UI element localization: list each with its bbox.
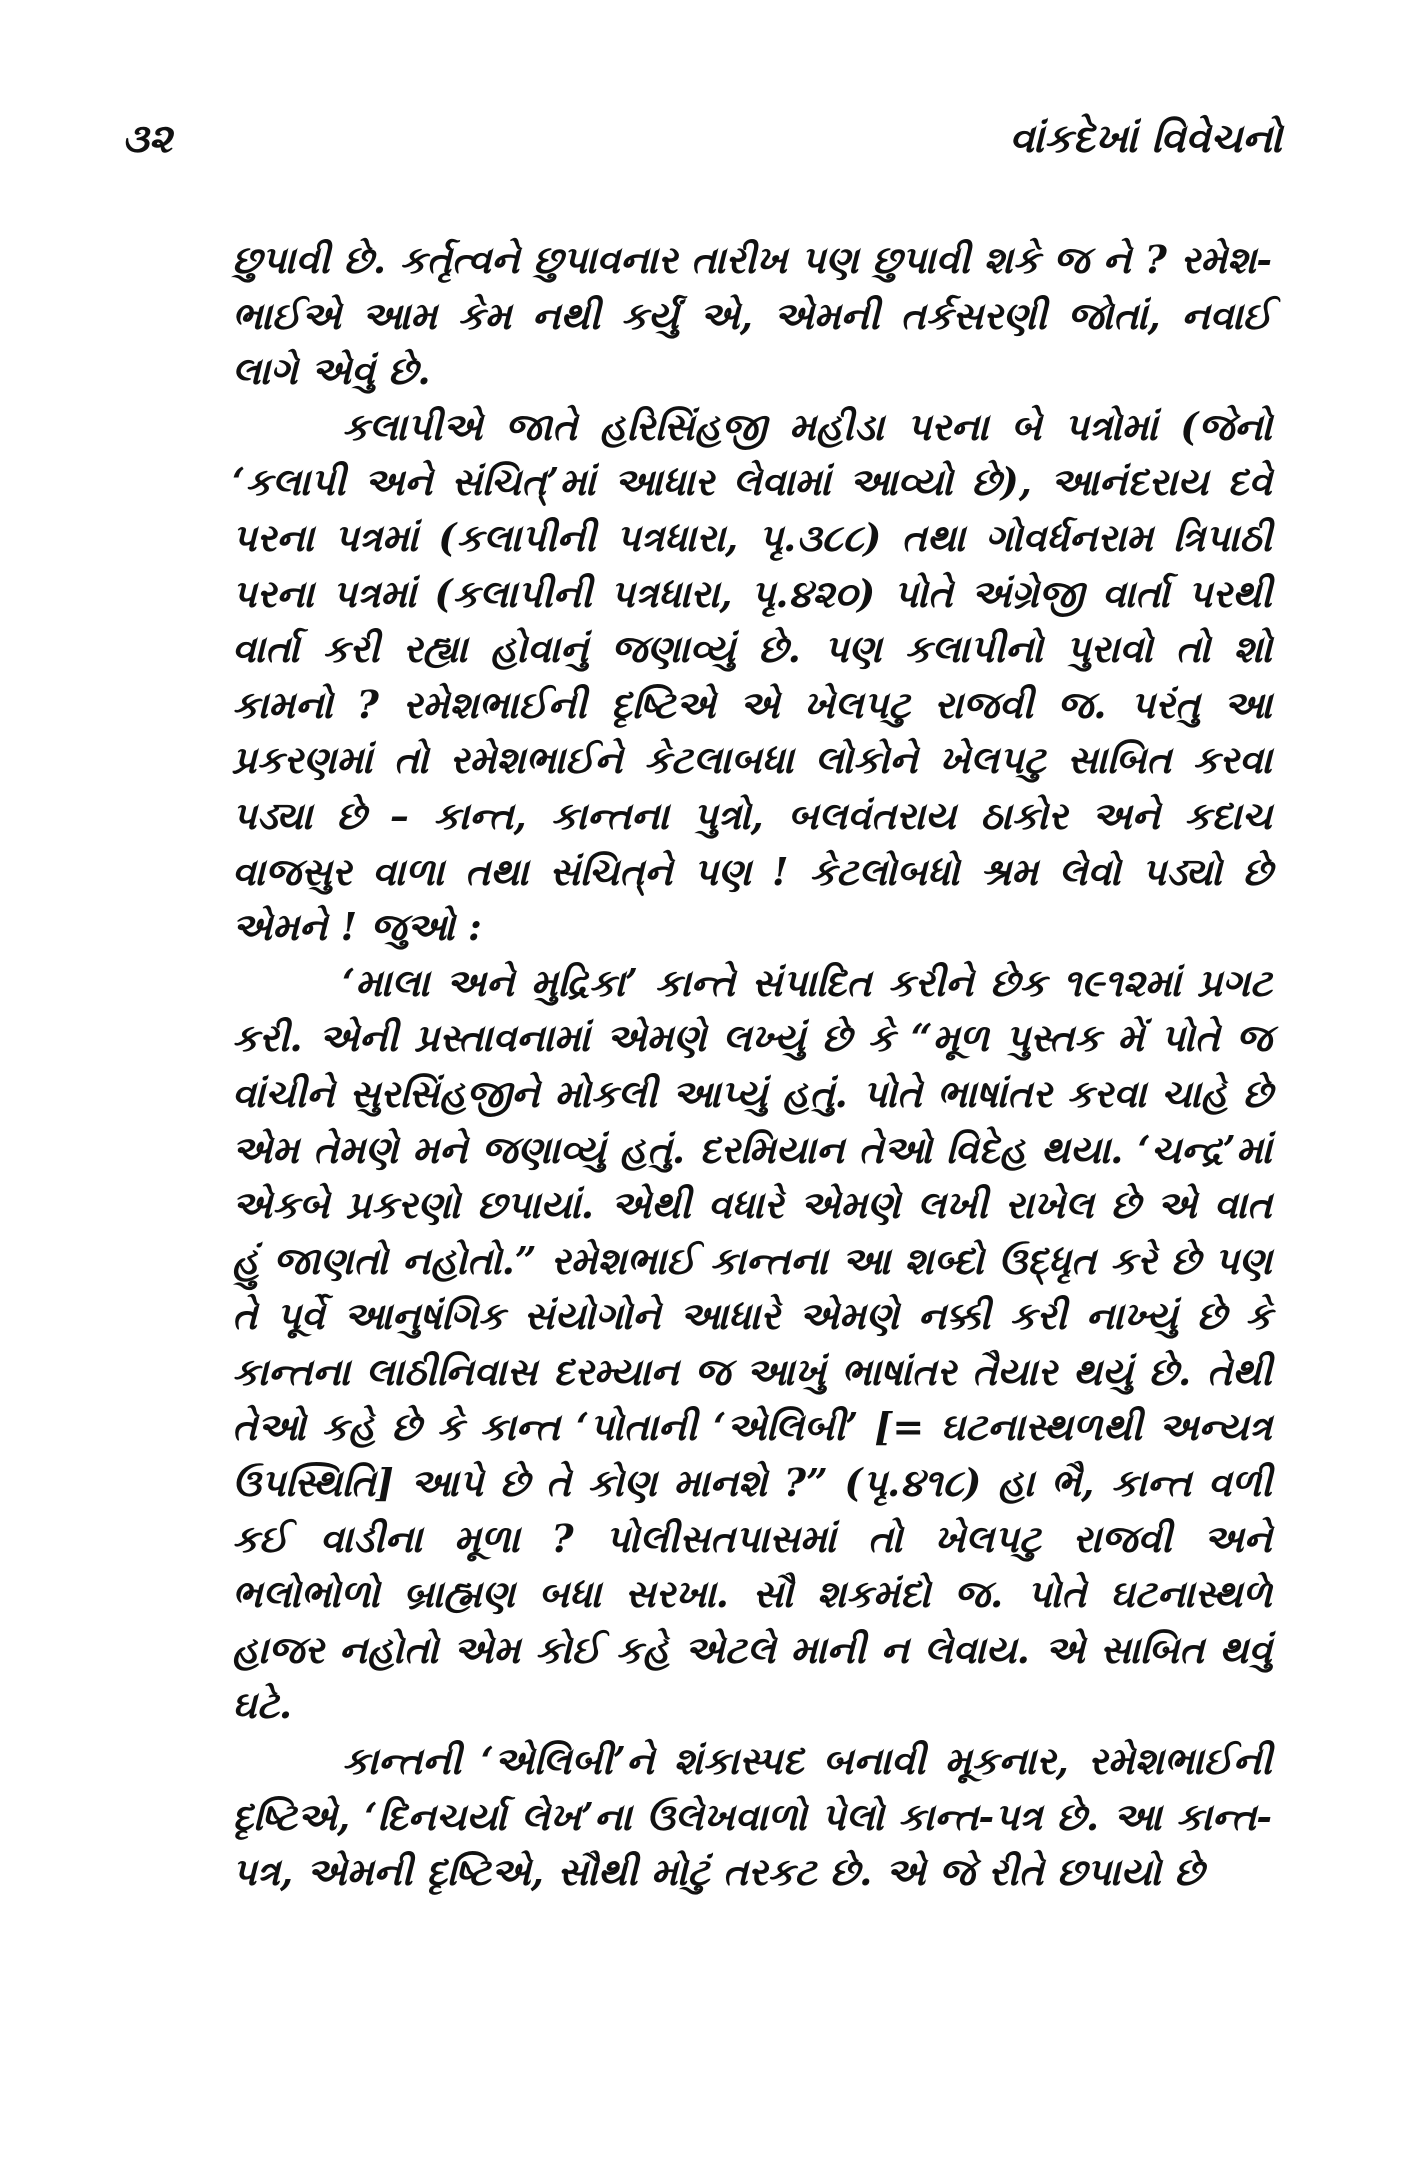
paragraph: ‘માલા અને મુદ્રિકા’ કાન્તે સંપાદિત કરીને છેક ૧૯૧૨માં પ્રગટ કરી. એની પ્રસ્તાવનામાં એમણે લખ્યું છે કે “મૂળ પુસ્તક મેં પોતે જ વાંચીને સુરસિંહજીને મોકલી આપ્યું હતું. પોતે ભાષાંતર કરવા ચાહે છે એમ તેમણે મને જણાવ્યું હતું. દરમિયાન તેઓ વિદેહ થયા. ‘ચન્દ્ર’માં એકબે પ્રકરણો છપાયાં. એથી વધારે એમણે લખી રાખેલ છે એ વાત હું જાણતો નહોતો.” રમેશભાઈ કાન્તના આ શબ્દો ઉદ્ધૃત કરે છે પણ તે પૂર્વે આનુષંગિક સંયોગોને આધારે એમણે નક્કી કરી નાખ્યું છે કે કાન્તના લાઠીનિવાસ દરમ્યાન જ આખું ભાષાંતર તૈયાર થયું છે. તેથી તેઓ કહે છે કે કાન્ત ‘પોતાની ‘એલિબી’ [= ઘટનાસ્થળથી અન્યત્ર ઉપસ્થિતિ] આપે છે તે કોણ માનશે ?” (પૃ.૪૧૮) હા ભૈ, કાન્ત વળી કઈ વાડીના મૂળા ? પોલીસતપાસમાં તો ખેલપટુ રાજવી અને ભલોભોળો બ્રાહ્મણ બધા સરખા. સૌ શકમંદો જ. પોતે ઘટનાસ્થળે હાજર નહોતો એમ કોઈ કહે એટલે માની ન લેવાય. એ સાબિત થવું ઘટે. [232, 959, 1272, 1728]
page-number: ૩૨ [122, 114, 173, 162]
body-text [232, 232, 1272, 1900]
paragraph: કાન્તની ‘એલિબી’ને શંકાસ્પદ બનાવી મૂકનાર, રમેશભાઈની દૃષ્ટિએ, ‘દિનચર્યા લેખ’ના ઉલેખવાળો પેલો કાન્ત-પત્ર છે. આ કાન્ત-પત્ર, એમની દૃષ્ટિએ, સૌથી મોટું તરકટ છે. એ જે રીતે છપાયો છે [232, 1738, 1272, 1895]
running-title: વાંકદેખાં વિવેચનો [1009, 114, 1282, 162]
paragraph-continuation: છુપાવી છે. કર્તૃત્વને છુપાવનાર તારીખ પણ છુપાવી શકે જ ને ? રમેશ-ભાઈએ આમ કેમ નથી કર્યું એ, એમની તર્કસરણી જોતાં, નવાઈ લાગે એવું છે. [232, 237, 1272, 394]
paragraph: કલાપીએ જાતે હરિસિંહજી મહીડા પરના બે પત્રોમાં (જેનો ‘કલાપી અને સંચિત્’માં આધાર લેવામાં આવ્યો છે), આનંદરાય દવે પરના પત્રમાં (કલાપીની પત્રધારા, પૃ.૩૮૮) તથા ગોવર્ધનરામ ત્રિપાઠી પરના પત્રમાં (કલાપીની પત્રધારા, પૃ.૪૨૦) પોતે અંગ્રેજી વાર્તા પરથી વાર્તા કરી રહ્યા હોવાનું જણાવ્યું છે. પણ કલાપીનો પુરાવો તો શો કામનો ? રમેશભાઈની દૃષ્ટિએ એ ખેલપટુ રાજવી જ. પરંતુ આ પ્રકરણમાં તો રમેશભાઈને કેટલાબધા લોકોને ખેલપટુ સાબિત કરવા પડ્યા છે – કાન્ત, કાન્તના પુત્રો, બલવંતરાય ઠાકોર અને કદાચ વાજસુર વાળા તથા સંચિત્‌ને પણ ! કેટલોબધો શ્રમ લેવો પડ્યો છે એમને ! જુઓ : [232, 403, 1272, 950]
page-header [122, 108, 1282, 168]
